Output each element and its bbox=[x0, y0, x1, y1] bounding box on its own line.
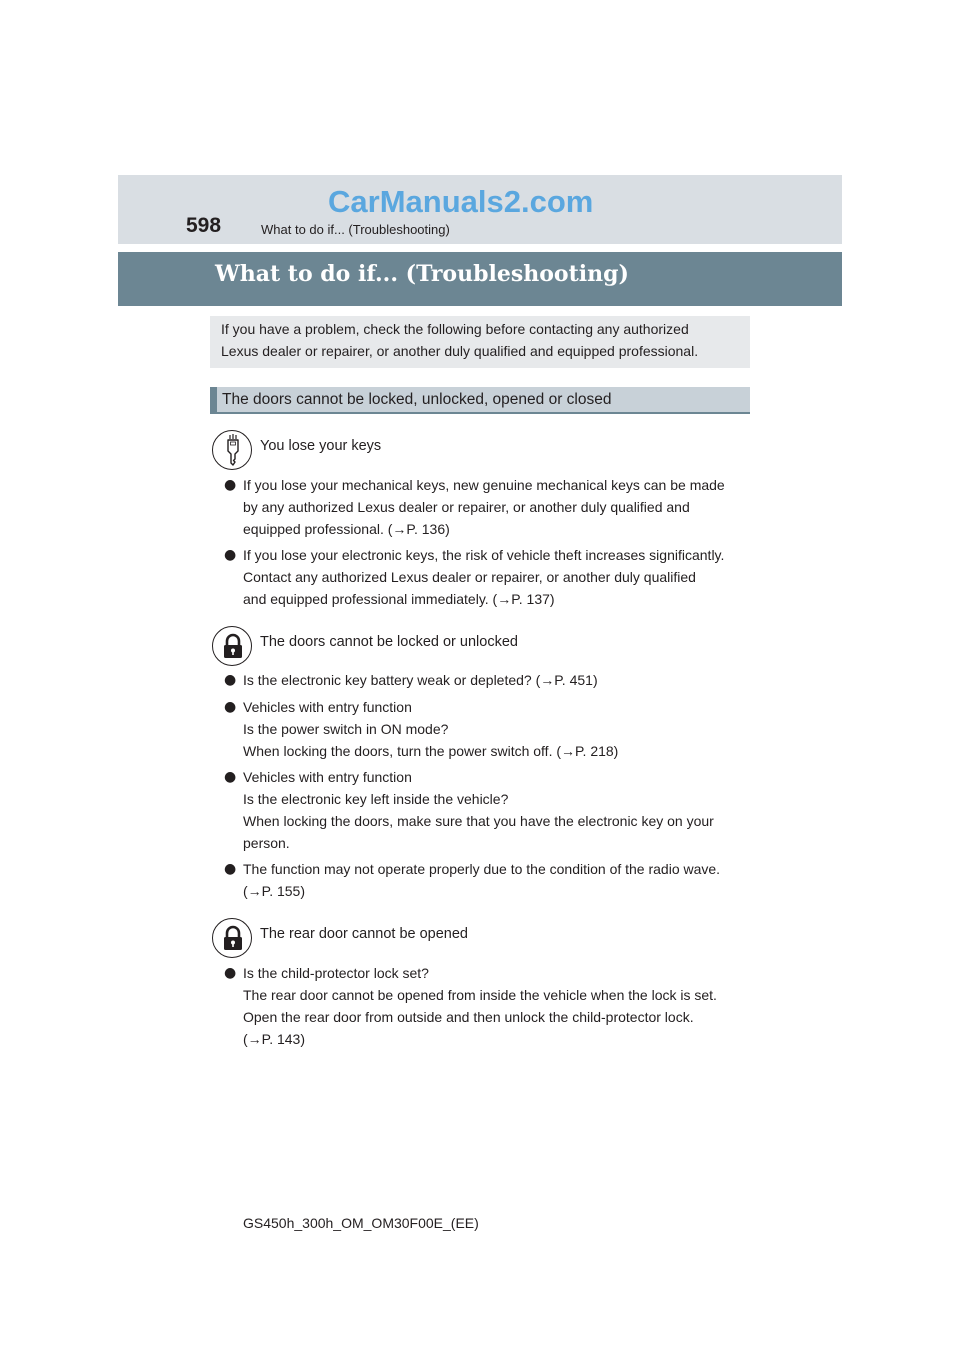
list-item bbox=[243, 669, 745, 691]
list-item-line: Contact any authorized Lexus dealer or repairer, or another duly qualified bbox=[243, 569, 696, 585]
subsection-heading: The doors cannot be locked or unlocked bbox=[260, 634, 518, 650]
list-item bbox=[243, 696, 745, 762]
list-item bbox=[243, 962, 745, 1050]
list-item-line: When locking the doors, turn the power switch off. (→P. 218) bbox=[243, 743, 619, 759]
padlock-icon bbox=[212, 626, 252, 666]
list-item bbox=[243, 858, 745, 902]
footer-code: GS450h_300h_OM_OM30F00E_(EE) bbox=[243, 1215, 479, 1231]
bullet-marker: ● bbox=[224, 699, 237, 715]
list-item bbox=[243, 766, 745, 854]
page-number: 598 bbox=[186, 214, 222, 237]
bullet-marker: ● bbox=[224, 672, 237, 688]
list-item-line: Open the rear door from outside and then unlock the child-protector lock. bbox=[243, 1009, 694, 1025]
list-item-line: The function may not operate properly due to the condition of the radio wave. bbox=[243, 861, 721, 877]
list-item-line: If you lose your mechanical keys, new genuine mechanical keys can be made bbox=[243, 477, 725, 493]
bullet-marker: ● bbox=[224, 769, 237, 785]
list-item bbox=[243, 474, 745, 540]
list-item-line: (→P. 143) bbox=[243, 1031, 305, 1047]
subsection-heading: The rear door cannot be opened bbox=[260, 926, 468, 942]
section-title: The doors cannot be locked, unlocked, opened or closed bbox=[222, 391, 612, 408]
list-item-line: The rear door cannot be opened from inside the vehicle when the lock is set. bbox=[243, 987, 717, 1003]
list-item-line: Is the electronic key left inside the vehicle? bbox=[243, 791, 509, 807]
list-item-line: Is the child-protector lock set? bbox=[243, 965, 429, 981]
page-title: What to do if... (Troubleshooting) bbox=[215, 261, 629, 287]
list-item-line: When locking the doors, make sure that you have the electronic key on your bbox=[243, 813, 714, 829]
list-item-line: by any authorized Lexus dealer or repairer, or another duly qualified and bbox=[243, 499, 690, 515]
list-item-line: Is the power switch in ON mode? bbox=[243, 721, 449, 737]
bullet-marker: ● bbox=[224, 547, 237, 563]
key-icon bbox=[212, 430, 252, 470]
padlock-icon bbox=[212, 918, 252, 958]
list-item-line: Is the electronic key battery weak or depleted? (→P. 451) bbox=[243, 672, 598, 688]
list-item-line: If you lose your electronic keys, the risk of vehicle theft increases significantly. bbox=[243, 547, 725, 563]
list-item-line: Vehicles with entry function bbox=[243, 699, 412, 715]
running-header: What to do if... (Troubleshooting) bbox=[261, 222, 450, 237]
list-item-line: equipped professional. (→P. 136) bbox=[243, 521, 450, 537]
watermark[interactable]: CarManuals2.com bbox=[328, 184, 594, 219]
list-item-line: person. bbox=[243, 835, 290, 851]
list-item bbox=[243, 544, 745, 610]
bullet-marker: ● bbox=[224, 477, 237, 493]
list-item-line: (→P. 155) bbox=[243, 883, 305, 899]
intro-text bbox=[221, 318, 746, 362]
intro-line: Lexus dealer or repairer, or another duly qualified and equipped professional. bbox=[221, 343, 699, 359]
list-item-line: and equipped professional immediately. (→P. 137) bbox=[243, 591, 555, 607]
bullet-marker: ● bbox=[224, 861, 237, 877]
bullet-marker: ● bbox=[224, 965, 237, 981]
subsection-heading: You lose your keys bbox=[260, 438, 382, 454]
list-item-line: Vehicles with entry function bbox=[243, 769, 412, 785]
intro-line: If you have a problem, check the following before contacting any authorized bbox=[221, 321, 689, 337]
